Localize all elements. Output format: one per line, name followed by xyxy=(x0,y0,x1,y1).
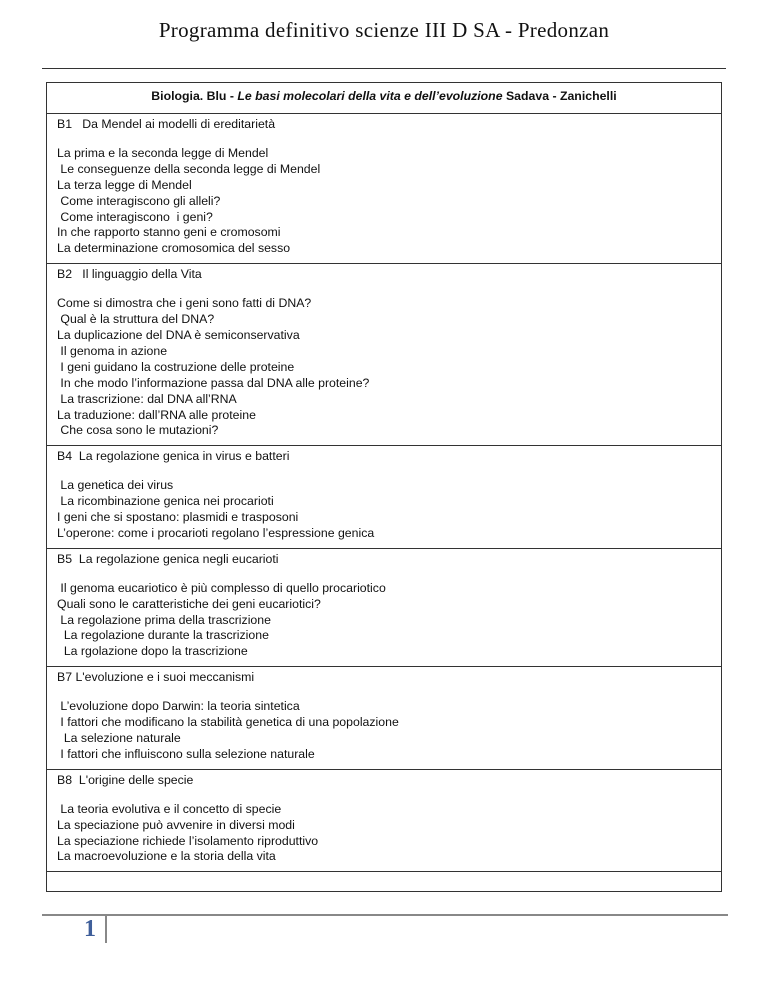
section-heading xyxy=(57,552,721,568)
section-cell xyxy=(47,446,722,549)
empty-cell xyxy=(47,872,722,892)
topic-item: Come interagiscono gli alleli? xyxy=(57,193,221,208)
topic-list xyxy=(57,699,721,769)
section-code: B7 xyxy=(57,670,73,685)
topic-item: La regolazione prima della trascrizione xyxy=(57,612,271,627)
topic-item: Come interagiscono i geni? xyxy=(57,209,213,224)
title-divider xyxy=(42,68,726,69)
section-cell xyxy=(47,264,722,446)
section-code: B4 xyxy=(57,449,73,464)
page-number-separator xyxy=(105,915,107,943)
topic-item: La genetica dei virus xyxy=(57,478,174,493)
footer-divider xyxy=(42,914,728,916)
section-title: Il linguaggio della Vita xyxy=(82,267,202,282)
topic-item: La regolazione durante la trascrizione xyxy=(57,628,269,643)
section-row xyxy=(47,769,722,872)
topic-item: Qual è la struttura del DNA? xyxy=(57,312,215,327)
topic-item: I geni che si spostano: plasmidi e trasposoni xyxy=(57,510,299,525)
section-code: B2 xyxy=(57,267,73,282)
section-cell xyxy=(47,548,722,666)
section-cell xyxy=(47,769,722,872)
topic-list xyxy=(57,802,721,872)
topic-item: Quali sono le caratteristiche dei geni eucariotici? xyxy=(57,596,321,611)
topic-item: In che rapporto stanno geni e cromosomi xyxy=(57,225,281,240)
section-heading xyxy=(57,267,721,283)
section-row xyxy=(47,667,722,770)
empty-row xyxy=(47,872,722,892)
topic-item: La teoria evolutiva e il concetto di specie xyxy=(57,801,282,816)
section-row xyxy=(47,446,722,549)
topic-item: La selezione naturale xyxy=(57,731,181,745)
topic-item: I fattori che influiscono sulla selezione naturale xyxy=(57,746,315,761)
topic-item: La determinazione cromosomica del sesso xyxy=(57,241,291,256)
topic-item: L’evoluzione dopo Darwin: la teoria sintetica xyxy=(57,699,300,714)
topic-item: La speciazione può avvenire in diversi modi xyxy=(57,817,295,832)
section-row xyxy=(47,264,722,446)
topic-item: La terza legge di Mendel xyxy=(57,177,192,192)
topic-item: La rgolazione dopo la trascrizione xyxy=(57,644,248,659)
topic-item: Che cosa sono le mutazioni? xyxy=(57,423,219,438)
topic-item: Le conseguenze della seconda legge di Mendel xyxy=(57,161,321,176)
topic-item: La trascrizione: dal DNA all’RNA xyxy=(57,391,237,406)
table-header-row xyxy=(47,83,722,114)
topic-item: L’operone: come i procarioti regolano l’espressione genica xyxy=(57,525,375,540)
header-prefix: Biologia. Blu - xyxy=(151,89,238,103)
topic-item: La duplicazione del DNA è semiconservativa xyxy=(57,327,300,342)
section-row xyxy=(47,114,722,264)
section-row xyxy=(47,548,722,666)
section-heading xyxy=(57,670,721,686)
topic-item: I fattori che modificano la stabilità genetica di una popolazione xyxy=(57,715,399,730)
topic-item: In che modo l’informazione passa dal DNA alle proteine? xyxy=(57,375,370,390)
section-title: L'evoluzione e i suoi meccanismi xyxy=(75,670,255,685)
program-table xyxy=(46,82,722,892)
topic-item: I geni guidano la costruzione delle proteine xyxy=(57,359,295,374)
section-title: L'origine delle specie xyxy=(78,772,194,787)
topic-item: Il genoma eucariotico è più complesso di quello procariotico xyxy=(57,580,386,595)
topic-item: La speciazione richiede l’isolamento riproduttivo xyxy=(57,833,319,848)
section-code: B5 xyxy=(57,551,73,566)
topic-list xyxy=(57,581,721,667)
header-book-title: Le basi molecolari della vita e dell’evoluzione xyxy=(237,89,503,103)
section-code: B1 xyxy=(57,117,73,131)
topic-item: La traduzione: dall’RNA alle proteine xyxy=(57,407,256,422)
topic-item: La ricombinazione genica nei procarioti xyxy=(57,494,274,509)
section-heading xyxy=(57,773,721,789)
topic-item: Il genoma in azione xyxy=(57,343,168,358)
section-title: La regolazione genica negli eucarioti xyxy=(78,551,279,566)
section-title: Da Mendel ai modelli di ereditarietà xyxy=(82,117,276,131)
section-code: B8 xyxy=(57,772,73,787)
topic-item: La prima e la seconda legge di Mendel xyxy=(57,145,269,160)
topic-list xyxy=(57,478,721,548)
topic-item: Come si dimostra che i geni sono fatti di DNA? xyxy=(57,296,312,311)
topic-list xyxy=(57,296,721,445)
section-cell xyxy=(47,114,722,264)
section-title: La regolazione genica in virus e batteri xyxy=(78,449,290,464)
header-suffix: Sadava - Zanichelli xyxy=(502,89,617,103)
topic-item: La macroevoluzione e la storia della vita xyxy=(57,849,276,864)
section-heading xyxy=(57,449,721,465)
page-title: Programma definitivo scienze III D SA - Predonzan xyxy=(158,18,610,42)
page-number: 1 xyxy=(84,916,96,942)
topic-list xyxy=(57,146,721,263)
section-cell xyxy=(47,667,722,770)
section-heading xyxy=(57,117,721,133)
table-header-cell xyxy=(47,83,722,114)
